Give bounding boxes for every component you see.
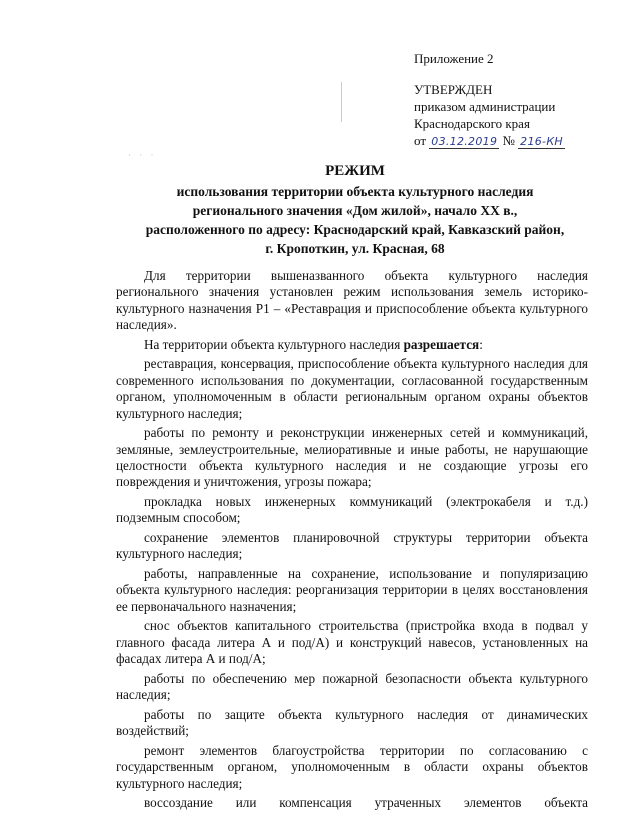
title-line-3: расположенного по адресу: Краснодарский край, Кавказский район, xyxy=(145,222,565,237)
approval-line-2: Краснодарского края xyxy=(414,116,530,131)
list-item: ремонт элементов благоустройства территории по согласованию с государственным органом, уполномоченным в области охраны объектов культурного наследия; xyxy=(116,742,588,791)
list-item: снос объектов капитального строительства (пристройка входа в подвал у главного фасада литера А и под/А) и конструкций навесов, установленных на фасадах литера А и под/А; xyxy=(116,618,588,667)
intro-paragraph: Для территории вышеназванного объекта культурного наследия регионального значения установлен режим использования земель историко-культурного назначения Р1 – «Реставрация и приспособление объекта культурного наследия». xyxy=(116,268,588,333)
allowed-heading xyxy=(116,337,588,353)
title-line-1: использования территории объекта культурного наследия xyxy=(176,184,534,199)
list-item: воссоздание или компенсация утраченных элементов объекта xyxy=(144,795,588,811)
list-item: работы по ремонту и реконструкции инженерных сетей и коммуникаций, земляные, землеустроительные, мелиоративные и иные работы, не нарушающие целостности объекта культурного наследия и не создающие угрозы его повреждения и уничтожения, угрозы пожара; xyxy=(116,425,588,490)
title-block xyxy=(120,162,590,258)
allowed-suffix: : xyxy=(479,336,483,352)
list-item: работы по защите объекта культурного наследия от динамических воздействий; xyxy=(116,706,588,739)
date-prefix: от xyxy=(414,133,427,148)
page-title: РЕЖИМ xyxy=(325,163,385,179)
approval-block xyxy=(414,50,565,150)
list-item: прокладка новых инженерных коммуникаций (электрокабеля и т.д.) подземным способом; xyxy=(116,494,588,526)
list-item: работы по обеспечению мер пожарной безопасности объекта культурного наследия; xyxy=(116,670,588,703)
allowed-bold: разрешается xyxy=(403,336,480,352)
list-item: работы, направленные на сохранение, использование и популяризацию объекта культурного наследия: реорганизация территории в целях восстановления ее первоначального назначения; xyxy=(116,566,588,614)
handwritten-number: 216-КН xyxy=(520,135,564,148)
handwritten-date: 03.12.2019 xyxy=(431,135,498,148)
document-body xyxy=(116,268,588,815)
number-prefix: № xyxy=(502,133,515,148)
allowed-prefix: На территории объекта культурного наследия xyxy=(144,336,404,352)
approval-date-row xyxy=(414,132,565,150)
title-line-2: регионального значения «Дом жилой», начало XX в., xyxy=(192,203,518,218)
list-item: реставрация, консервация, приспособление объекта культурного наследия для современного использования по документации, согласованной государственным органом, уполномоченным в области региональным органом охраны объектов культурного наследия; xyxy=(116,356,588,421)
approval-line-1: приказом администрации xyxy=(414,99,556,114)
title-line-4: г. Кропоткин, ул. Красная, 68 xyxy=(265,241,445,256)
appendix-label: Приложение 2 xyxy=(414,51,494,66)
scan-specks: · · · xyxy=(128,150,157,160)
scan-fold-mark xyxy=(341,82,342,122)
approved-label: УТВЕРЖДЕН xyxy=(414,82,493,97)
list-item: сохранение элементов планировочной структуры территории объекта культурного наследия; xyxy=(116,530,588,562)
